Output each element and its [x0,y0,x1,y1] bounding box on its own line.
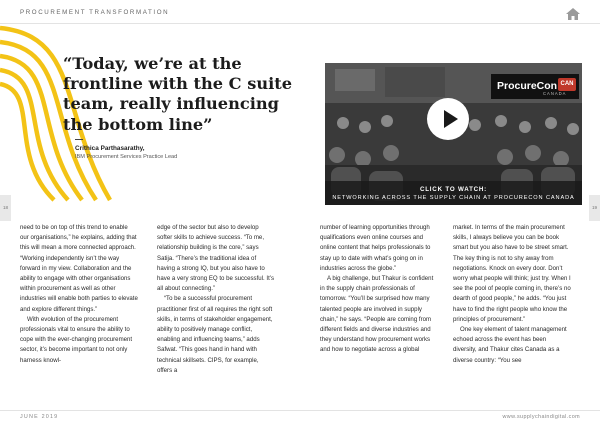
paragraph: A big challenge, but Thakur is confident in the supply chain professionals of tomorrow. “You’ll be surprised how many talented people are involved in supply chain,” he says. “People are coming from different fields and diverse industries and they understand how procurement works and how to negotiate across a global [320,275,434,354]
play-icon[interactable] [427,98,469,140]
logo-subtitle: CANADA [543,91,567,96]
page-number-right: 19 [589,195,600,221]
footer-divider [0,410,600,411]
article-column-1 [20,223,138,366]
quote-author: Crithica Parthasarathy, [75,145,145,152]
paragraph: number of learning opportunities through qualifications even online courses and online content that helps professionals to stay up to date with what’s going on in industries across the globe.” [320,224,431,272]
paragraph: need to be on top of this trend to enable our organisations,” he explains, adding that this will mean a more connected approach. “Working independently isn’t the way forward in my view. Collaboration and the ability to engage with other organisations within procurement as well as other industries will enable both parties to elevate and explore different things.” [20,224,138,313]
logo-text: ProcureCon [497,80,558,92]
website-link[interactable]: www.supplychaindigital.com [502,414,580,420]
article-column-2 [157,223,275,376]
home-icon[interactable] [565,7,581,21]
paragraph: With evolution of the procurement professionals vital to ensure the ability to cope with the ever-changing procurement sector, it’s become important to not only harness knowl- [20,315,133,364]
pull-quote: “Today, we’re at the frontline with the C suite team, really influencing the bottom line” [63,54,293,134]
quote-dash [75,139,83,140]
logo-badge: CAN [558,78,576,91]
article-column-4 [453,223,571,366]
paragraph: “To be a successful procurement practitioner first of all requires the right soft skills, in terms of stakeholder engagement, ability to positively manage conflict, enabling and influencing teams,” adds Safwat. “This goes hand in hand with technical skillsets. CIPS, for example, offers a [157,295,273,374]
section-header: PROCUREMENT TRANSFORMATION [20,9,170,16]
paragraph: edge of the sector but also to develop softer skills to achieve success. “To me, relationship building is the core,” says Satija. “There’s the traditional idea of having a strong IQ, but you also have to have a very strong EQ to be successful. It’s all about connecting.” [157,224,275,293]
issue-date: JUNE 2019 [20,414,59,420]
video-thumbnail[interactable] [325,63,582,205]
video-cta-title[interactable]: CLICK TO WATCH: [419,186,488,193]
page-number-left: 18 [0,195,11,221]
paragraph: One key element of talent management echoed across the event has been diversity, and Thakur cites Canada as a diverse country: “You see [453,326,567,364]
paragraph: market. In terms of the main procurement skills, I always believe you can be book smart but you also have to be street smart. The key thing is not to shy away from negotiations. Knock on every door. Don’t worry what people will think; just try. When I see the pool of people coming in, there’s no dearth of good people,” he adds. “You just have to find the right people who know the principles of procurement.” [453,224,571,323]
article-column-3 [320,223,438,356]
video-cta-subtitle[interactable]: NETWORKING ACROSS THE SUPPLY CHAIN AT PROCURECON CANADA [332,195,575,201]
quote-author-role: IBM Procurement Services Practice Lead [75,154,178,160]
